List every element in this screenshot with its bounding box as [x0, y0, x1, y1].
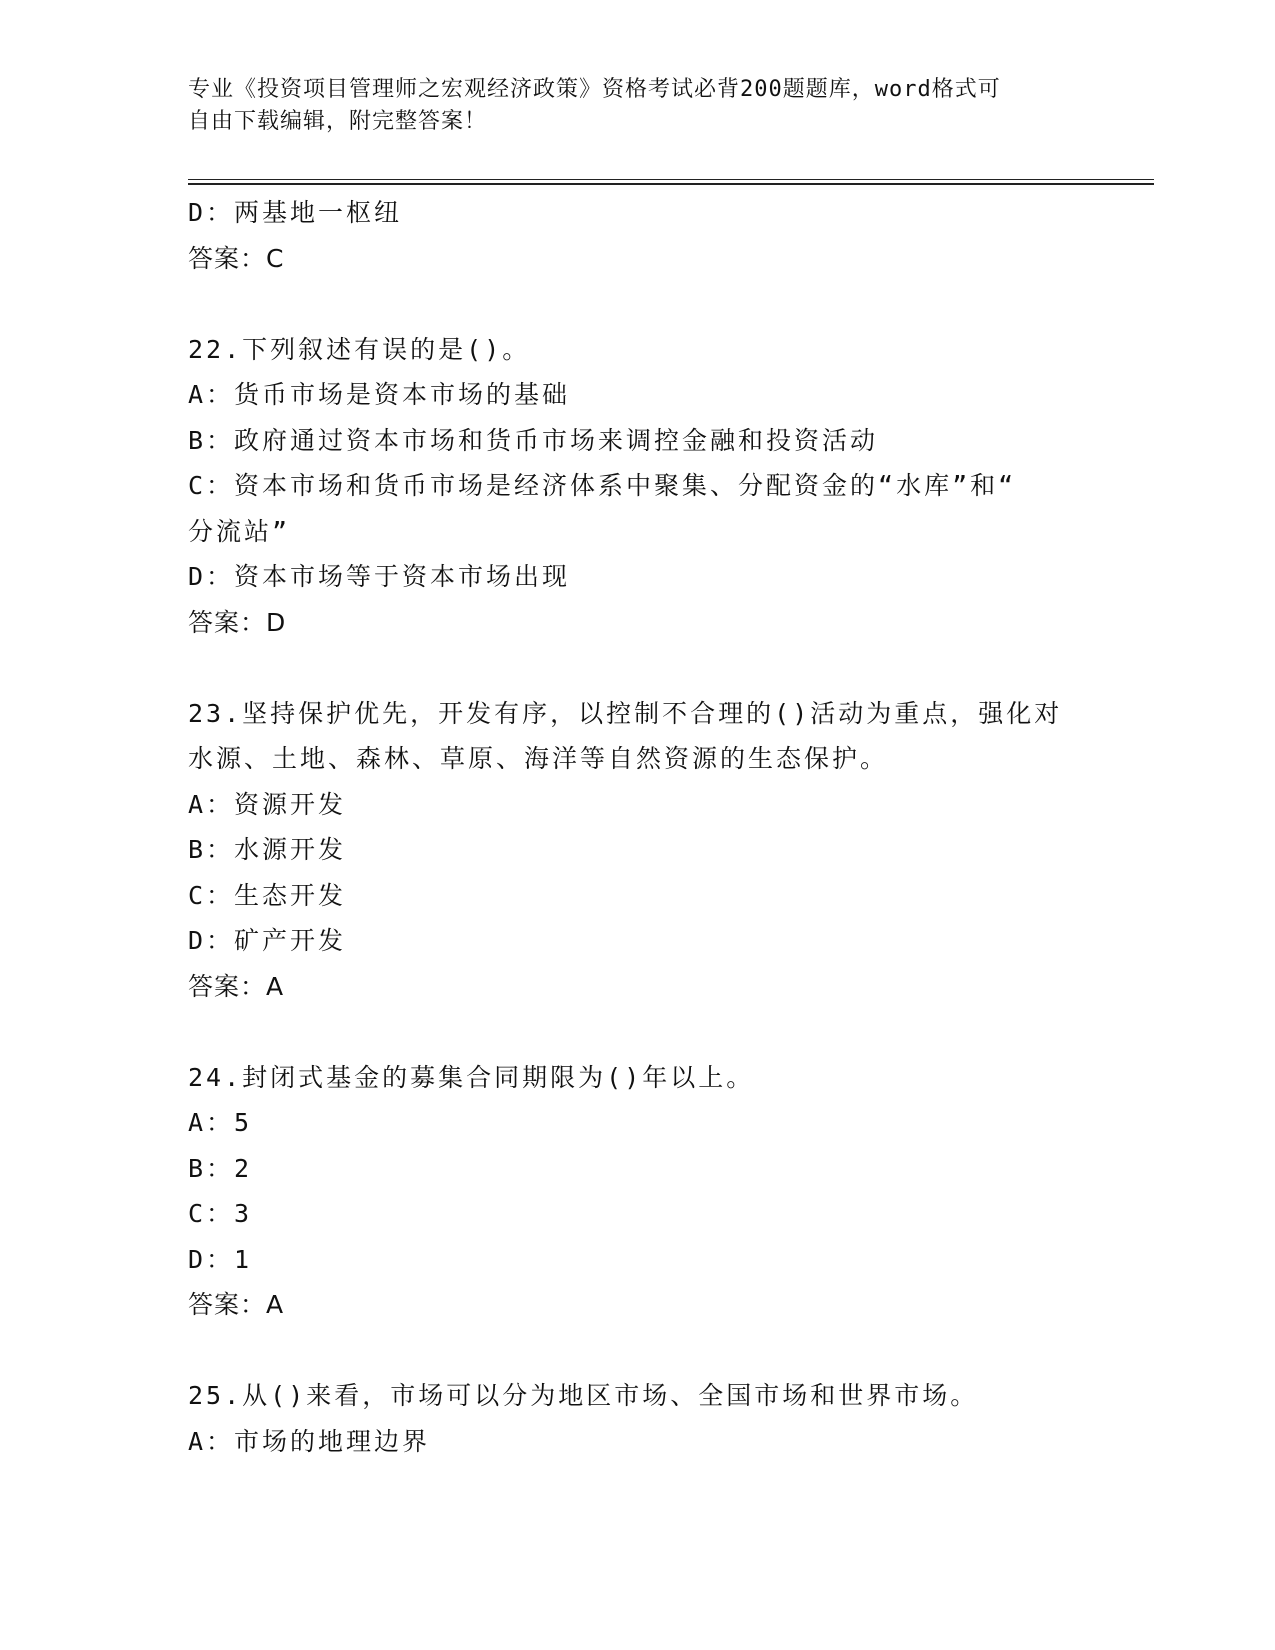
question-24-block [188, 1055, 1088, 1328]
option-b: B：2 [188, 1153, 253, 1183]
answer-line: 答案：C [188, 243, 285, 273]
header-divider-thin [188, 179, 1154, 180]
answer-line: 答案：D [188, 607, 287, 637]
header-line-1: 专业《投资项目管理师之宏观经济政策》资格考试必背200题题库，word格式可 [188, 77, 1001, 102]
question-text: 24.封闭式基金的募集合同期限为()年以上。 [188, 1062, 755, 1092]
spacer [188, 1009, 1088, 1055]
option-a: A：5 [188, 1108, 253, 1137]
option-c-line-1: C：资本市场和货币市场是经济体系中聚集、分配资金的“水库”和“ [188, 471, 1017, 500]
spacer [188, 645, 1088, 691]
option-d: D：两基地一枢纽 [188, 198, 403, 227]
option-a: A：货币市场是资本市场的基础 [188, 380, 571, 409]
option-c-line-2: 分流站” [188, 516, 291, 546]
question-23-block [188, 691, 1088, 1010]
header-divider-thick [188, 183, 1154, 185]
option-a: A：资源开发 [188, 789, 347, 819]
option-c: C：生态开发 [188, 880, 347, 910]
spacer [188, 281, 1088, 327]
question-text: 25.从()来看，市场可以分为地区市场、全国市场和世界市场。 [188, 1381, 979, 1410]
answer-line: 答案：A [188, 971, 285, 1001]
answer-line: 答案：A [188, 1290, 285, 1319]
question-text-line-2: 水源、土地、森林、草原、海洋等自然资源的生态保护。 [188, 744, 889, 773]
question-text: 22.下列叙述有误的是()。 [188, 334, 531, 364]
option-a: A：市场的地理边界 [188, 1426, 431, 1456]
option-c: C：3 [188, 1199, 253, 1228]
question-list [188, 190, 1088, 1464]
question-text-line-1: 23.坚持保护优先，开发有序，以控制不合理的()活动为重点，强化对 [188, 698, 1063, 728]
option-b: B：政府通过资本市场和货币市场来调控金融和投资活动 [188, 425, 879, 455]
option-b: B：水源开发 [188, 835, 347, 864]
option-d: D：矿产开发 [188, 926, 347, 955]
question-22-block [188, 327, 1088, 646]
question-25-block [188, 1373, 1088, 1464]
document-header [188, 74, 1068, 138]
question-21-block [188, 190, 1088, 281]
option-d: D：1 [188, 1244, 253, 1274]
option-d: D：资本市场等于资本市场出现 [188, 562, 571, 591]
header-line-2: 自由下载编辑，附完整答案！ [188, 109, 488, 134]
spacer [188, 1328, 1088, 1374]
